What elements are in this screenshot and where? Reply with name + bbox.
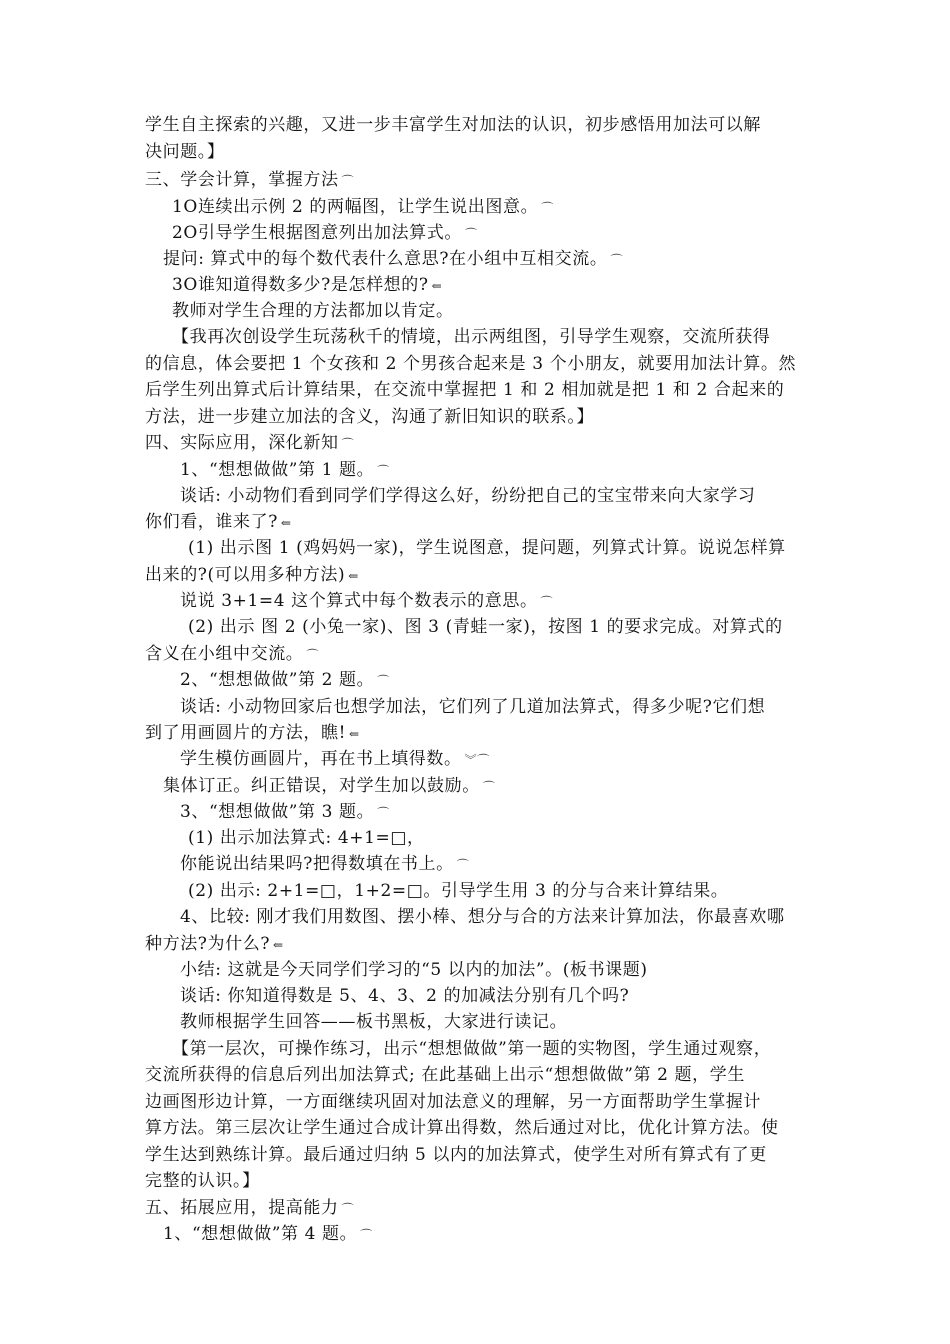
paragraph-mark-icon: ⌒ [377, 463, 390, 478]
line-text: 边画图形边计算，一方面继续巩固对加法意义的理解，另一方面帮助学生掌握计 [145, 1092, 761, 1112]
text-line [145, 167, 354, 193]
line-text: 谈话: 小动物回家后也想学加法，它们列了几道加法算式，得多少呢?它们想 [180, 697, 766, 717]
line-text: 学生自主探索的兴趣，又进一步丰富学生对加法的认识，初步感悟用加法可以解 [145, 115, 761, 135]
text-line [180, 799, 390, 825]
text-line [145, 1168, 260, 1194]
text-line [188, 825, 425, 851]
line-text: 学生模仿画圆片，再在书上填得数。 [180, 749, 462, 769]
line-text: 算方法。第三层次让学生通过合成计算出得数，然后通过对比，优化计算方法。使 [145, 1118, 779, 1138]
line-text: 种方法?为什么? [145, 934, 271, 954]
paragraph-mark-icon: ⇐ [349, 726, 360, 741]
text-line [145, 404, 594, 430]
line-text: 说说 3+1=4 这个算式中每个数表示的意思。 [180, 591, 538, 611]
text-line [163, 773, 495, 799]
text-line [145, 720, 360, 746]
text-line [145, 1089, 761, 1115]
line-text: 3、“想想做做”第 3 题。 [180, 802, 375, 822]
line-text: 学生达到熟练计算。最后通过归纳 5 以内的加法算式，使学生对所有算式有了更 [145, 1145, 767, 1165]
text-line [145, 112, 761, 138]
text-line [172, 1036, 771, 1062]
text-line [145, 139, 225, 165]
line-text: 交流所获得的信息后列出加法算式; 在此基础上出示“想想做做”第 2 题，学生 [145, 1065, 745, 1085]
text-line [145, 1115, 779, 1141]
paragraph-mark-icon: ⌒ [610, 252, 624, 267]
line-text: 三、学会计算，掌握方法 [145, 170, 339, 190]
line-text: 教师对学生合理的方法都加以肯定。 [172, 301, 454, 321]
paragraph-mark-icon: ︾⌒ [464, 752, 490, 767]
paragraph-mark-icon: ⌒ [341, 1201, 355, 1216]
line-text: 提问: 算式中的每个数代表什么意思?在小组中互相交流。 [163, 249, 608, 269]
line-text: 1O连续出示例 2 的两幅图，让学生说出图意。 [172, 197, 539, 217]
text-line [180, 904, 785, 930]
text-line [180, 1009, 567, 1035]
line-text: 出来的?(可以用多种方法) [145, 565, 346, 585]
line-text: 1、“想想做做”第 4 题。 [163, 1224, 358, 1244]
text-line [180, 983, 629, 1009]
line-text: 你们看，谁来了? [145, 512, 278, 532]
line-text: 【第一层次，可操作练习，出示“想想做做”第一题的实物图，学生通过观察， [172, 1039, 772, 1059]
line-text: 含义在小组中交流。 [145, 644, 304, 664]
line-text: 完整的认识。】 [145, 1171, 260, 1191]
line-text: 方法，进一步建立加法的含义，沟通了新旧知识的联系。】 [145, 407, 595, 427]
text-line [172, 324, 770, 350]
line-text: 的信息，体会要把 1 个女孩和 2 个男孩合起来是 3 个小朋友，就要用加法计算。然 [145, 354, 797, 374]
text-line [145, 430, 354, 456]
text-line [180, 483, 756, 509]
paragraph-mark-icon: ⇐ [273, 937, 284, 952]
text-line [145, 562, 359, 588]
text-line [145, 1195, 354, 1221]
line-text: 你能说出结果吗?把得数填在书上。 [180, 854, 454, 874]
line-text: 集体订正。纠正错误，对学生加以鼓励。 [163, 776, 480, 796]
text-line [172, 298, 454, 324]
line-text: 教师根据学生回答——板书黑板，大家进行读记。 [180, 1012, 568, 1032]
text-line [188, 535, 786, 561]
line-text: (2) 出示 图 2 (小兔一家)、图 3 (青蛙一家)，按图 1 的要求完成。对算式的 [188, 617, 783, 637]
line-text: (1) 出示图 1 (鸡妈妈一家)，学生说图意，提问题，列算式计算。说说怎样算 [188, 538, 786, 558]
paragraph-mark-icon: ⌒ [341, 436, 355, 451]
paragraph-mark-icon: ⌒ [464, 226, 478, 241]
text-line [163, 1221, 373, 1247]
line-text: 五、拓展应用，提高能力 [145, 1198, 339, 1218]
text-line [145, 641, 319, 667]
text-line [180, 694, 765, 720]
line-text: (2) 出示: 2+1=□，1+2=□。引导学生用 3 的分与合来计算结果。 [188, 881, 729, 901]
line-text: 后学生列出算式后计算结果，在交流中掌握把 1 和 2 相加就是把 1 和 2 合起来的 [145, 380, 785, 400]
paragraph-mark-icon: ⇐ [431, 278, 443, 293]
paragraph-mark-icon: ⌒ [360, 1227, 373, 1242]
text-line [163, 246, 623, 272]
line-text: 2O引导学生根据图意列出加法算式。 [172, 223, 462, 243]
line-text: (1) 出示加法算式: 4+1=□， [188, 828, 425, 848]
paragraph-mark-icon: ⌒ [456, 857, 470, 872]
text-line [180, 667, 390, 693]
text-line [180, 746, 490, 772]
paragraph-mark-icon: ⌒ [341, 173, 355, 188]
line-text: 【我再次创设学生玩荡秋千的情境，出示两组图，引导学生观察，交流所获得 [172, 327, 771, 347]
text-line [145, 377, 784, 403]
text-line [180, 851, 469, 877]
text-line [145, 509, 292, 535]
line-text: 3O谁知道得数多少?是怎样想的? [172, 275, 429, 295]
text-line [145, 1142, 767, 1168]
line-text: 小结: 这就是今天同学们学习的“5 以内的加法”。(板书课题) [180, 960, 648, 980]
line-text: 谈话: 小动物们看到同学们学得这么好，纷纷把自己的宝宝带来向大家学习 [180, 486, 756, 506]
text-line [188, 878, 728, 904]
text-line [145, 351, 796, 377]
paragraph-mark-icon: ⇐ [348, 568, 359, 583]
text-line [180, 957, 648, 983]
text-line [172, 194, 554, 220]
paragraph-mark-icon: ⌒ [540, 594, 554, 609]
text-line [172, 272, 442, 298]
paragraph-mark-icon: ⌒ [377, 805, 390, 820]
text-line [145, 931, 284, 957]
line-text: 到了用画圆片的方法，瞧! [145, 723, 347, 743]
paragraph-mark-icon: ⌒ [306, 647, 320, 662]
line-text: 谈话: 你知道得数是 5、4、3、2 的加减法分别有几个吗? [180, 986, 630, 1006]
line-text: 决问题。】 [145, 142, 225, 162]
line-text: 2、“想想做做”第 2 题。 [180, 670, 375, 690]
paragraph-mark-icon: ⌒ [541, 200, 554, 215]
text-line [172, 220, 478, 246]
line-text: 1、“想想做做”第 1 题。 [180, 460, 375, 480]
text-line [145, 1062, 745, 1088]
paragraph-mark-icon: ⌒ [482, 779, 496, 794]
paragraph-mark-icon: ⌒ [377, 673, 390, 688]
text-line [180, 588, 553, 614]
paragraph-mark-icon: ⇐ [280, 515, 292, 530]
text-line [180, 457, 390, 483]
text-line [188, 614, 783, 640]
line-text: 4、比较: 刚才我们用数图、摆小棒、想分与合的方法来计算加法，你最喜欢哪 [180, 907, 785, 927]
line-text: 四、实际应用，深化新知 [145, 433, 339, 453]
